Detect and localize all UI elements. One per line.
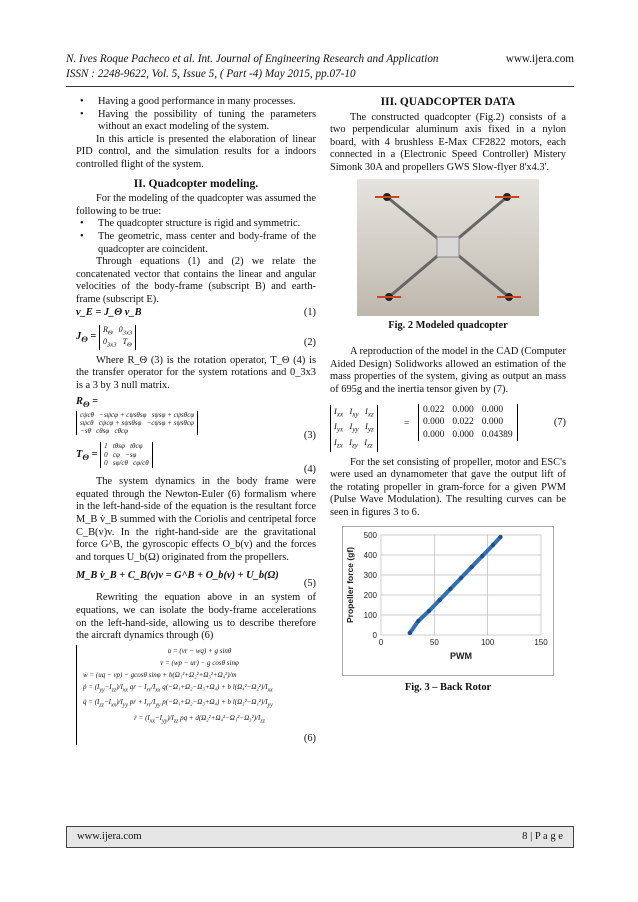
matrix-row bbox=[419, 404, 518, 417]
bullet-item: • The geometric, mass center and body-frame of the quadcopter are coincident. bbox=[76, 231, 316, 256]
matrix-cell: 0.000 bbox=[423, 429, 445, 440]
series-line bbox=[410, 537, 501, 633]
equation-5 bbox=[76, 570, 316, 588]
inertia-symbol-matrix: $I_{xx}$ $I_{xy}$ $I_{xz}$ $I_{yx}$ $I_{yy}$ $I_{yz}$ $I_{zx}$ $I_{zy}$ $I_{zz}$ bbox=[330, 405, 378, 452]
equation-number: (5) bbox=[303, 578, 316, 590]
equation-number: (7) bbox=[553, 416, 566, 428]
data-point bbox=[491, 542, 495, 546]
footer-url[interactable]: www.ijera.com bbox=[77, 831, 142, 842]
section-heading: II. Quadcopter modeling. bbox=[133, 177, 259, 190]
page-header bbox=[66, 52, 574, 82]
quadcopter-photo bbox=[357, 179, 539, 316]
header-url[interactable]: www.ijera.com bbox=[505, 53, 574, 65]
equation-4: $T_\Theta = 1$ tθsφ tθcφ 0 cφ −sφ 0 sφ/cθ cφ/cθ (4) bbox=[76, 442, 316, 476]
y-axis-label: Propeller force (gf) bbox=[345, 546, 355, 623]
matrix-cell: 0.04389 bbox=[481, 429, 513, 440]
left-column bbox=[76, 96, 316, 745]
section-heading: III. QUADCOPTER DATA bbox=[380, 96, 516, 108]
x-tick-label: 0 bbox=[378, 637, 384, 647]
right-column bbox=[330, 96, 566, 694]
data-point bbox=[408, 630, 412, 634]
figure-2-caption: Fig. 2 Modeled quadcopter bbox=[388, 319, 508, 331]
equation-number: (4) bbox=[303, 464, 316, 476]
x-tick-label: 100 bbox=[480, 637, 495, 647]
header-citation: N. Ives Roque Pacheco et al. Int. Journal of Engineering Research and Application bbox=[66, 53, 439, 65]
equation-7: $I_{xx}$ $I_{xy}$ $I_{xz}$ $I_{yx}$ $I_{yy}$ $I_{yz}$ $I_{zx}$ $I_{zy}$ $I_{zz}$ = 0.022 0.000 0.000 0.000 0.022 0.000 0.000 0.000 0.04389 (7) bbox=[330, 401, 566, 449]
equation-1 bbox=[76, 307, 316, 325]
x-tick-label: 50 bbox=[429, 637, 439, 647]
equation-number: (6) bbox=[303, 732, 316, 744]
y-tick-label: 0 bbox=[372, 630, 377, 640]
equation-3: $R_\Theta$ = cψcθ −sψcφ + cψsθsφ sψsφ + cψsθcφ sψcθ cψcφ + sψsθsφ −cψsφ + sψsθcφ −sθ cθsφ cθcφ (3) bbox=[76, 396, 316, 442]
paragraph: The system dynamics in the body frame were equated through the Newton-Euler (6) formalism where in the left-hand-side of the equation is the resultant force M_B v̇_B summed with the Coriolis and centripetal force C_B(v)v. In the right-hand-side are the gravitational force G^B, the gyroscopic effects O_b(v) and the forces and torques U_b(Ω) originated from the propellers. bbox=[76, 476, 316, 563]
matrix-cell: 0.022 bbox=[452, 417, 474, 428]
matrix-cell: 0.000 bbox=[481, 417, 504, 428]
data-point bbox=[480, 553, 484, 557]
paragraph: In this article is presented the elaboration of linear PID control, and the simulation results for a indoors controlled flight of the system. bbox=[76, 133, 316, 170]
header-issn: ISSN : 2248-9622, Vol. 5, Issue 5, ( Part -4) May 2015, pp.07-10 bbox=[66, 68, 356, 80]
paragraph: Where R_Θ (3) is the rotation operator, T_Θ (4) is the transfer operator for the system rotations and 0_3x3 is a 3 by 3 null matrix. bbox=[76, 354, 316, 391]
equation-text: v_E = J_Θ v_B bbox=[76, 306, 142, 318]
x-tick-label: 150 bbox=[534, 637, 548, 647]
bullet-item: • The quadcopter structure is rigid and symmetric. bbox=[76, 218, 316, 231]
paragraph: The constructed quadcopter (Fig.2) consists of a two perpendicular aluminum axis fixed in a nylon board, with 4 brushless E-Max CF2822 motors, each connected in a (Electronic Speed Controller) Mistery Simonk 30A and propellers GWS Slow-flyer 8'x4.3'. bbox=[330, 111, 566, 173]
equation-number: (1) bbox=[303, 306, 316, 318]
data-point bbox=[437, 597, 441, 601]
matrix-row bbox=[419, 429, 518, 442]
matrix-cell: 0.000 bbox=[423, 417, 445, 428]
matrix-row bbox=[419, 416, 518, 429]
y-tick-label: 100 bbox=[363, 610, 377, 620]
y-tick-label: 400 bbox=[363, 550, 377, 560]
equation-2: $J_\Theta = R_\Theta$ $0_{3x3}$ $0_{3x3}$ $T_\Theta$ (2) bbox=[76, 324, 316, 349]
equation-number: (2) bbox=[303, 336, 316, 348]
paragraph: Through equations (1) and (2) we relate the concatenated vector that contains the linear and angular velocities of the body-frame (subscript B) and earth-frame (subscript E). bbox=[76, 256, 316, 305]
data-point bbox=[469, 564, 473, 568]
figure-3-caption: Fig. 3 – Back Rotor bbox=[404, 681, 492, 693]
matrix-cell: 0.000 bbox=[481, 404, 504, 415]
data-point bbox=[459, 575, 463, 579]
y-tick-label: 500 bbox=[363, 530, 377, 540]
paragraph: For the modeling of the quadcopter was assumed the following to be true: bbox=[76, 193, 316, 217]
y-tick-label: 200 bbox=[363, 590, 377, 600]
equation-number: (3) bbox=[303, 430, 316, 442]
data-point bbox=[427, 608, 431, 612]
equation-text: M_B v̇_B + C_B(v)v = G^B + O_b(v) + U_b(Ω) bbox=[76, 570, 279, 582]
matrix: 1 tθsφ tθcφ 0 cφ −sφ 0 sφ/cθ cφ/cθ bbox=[100, 442, 153, 468]
matrix-cell: 0.000 bbox=[452, 404, 474, 415]
data-point bbox=[498, 534, 502, 538]
data-point bbox=[448, 586, 452, 590]
chart-svg bbox=[343, 527, 553, 675]
x-axis-label: PWM bbox=[450, 650, 472, 661]
matrix-cell: 0.022 bbox=[423, 404, 445, 415]
equation-6-system: u̇ = (vr − wq) + g sinθ v̇ = (wp − ur) − g cosθ sinφ ẇ = (uq − vp) − gcosθ sinφ + b(Ω₁²+Ω₂²+Ω₃²+Ω₄²)/m ṗ = $(I_{yy}-I_{zz})/I_{xx}$ qr − $I_{rr}/I_{xx}$ q(−Ω₁+Ω₂−Ω₃+Ω₄) + b $l(\Omega_4^2-\Omega_2^2)/I_{xx}$ q̇ = $(I_{zz}-I_{xx})/I_{yy}$ pr + $I_{rr}/I_{yy}$ p(−Ω₁+Ω₂−Ω₃+Ω₄) + b $l(\Omega_3^2-\Omega_1^2)/I_{yy}$ ṙ = $(I_{xx}-I_{yy})/I_{zz}$ pq + $d(\Omega_2^2+\Omega_4^2-\Omega_1^2-\Omega_3^2)/I_{zz}$ (6) bbox=[76, 645, 316, 745]
paragraph: A reproduction of the model in the CAD (Computer Aided Design) Solidworks allowed an estimation of the mass properties of the system, giving as output an mass of 695g and the inertia tensor given by (7). bbox=[330, 346, 566, 395]
paragraph: For the set consisting of propeller, motor and ESC's were used an dynamometer that gave the output lift of the rotating propeller in gram-force for a given PWM (Pulse Wave Modulation). The resulting curves can be seen in figures 3 to 6. bbox=[330, 456, 566, 518]
bullet-item: • Having a good performance in many processes. bbox=[76, 96, 316, 109]
matrix: cψcθ −sψcφ + cψsθsφ sψsφ + cψsθcφ sψcθ cψcφ + sψsθsφ −cψsφ + sψsθcφ −sθ cθsφ cθcφ bbox=[76, 411, 198, 435]
paragraph: Rewriting the equation above in an system of equations, we can isolate the body-frame accelerations on the left-hand-side, allowing us to describe therefore the aircraft dynamics through (6) bbox=[76, 592, 316, 642]
matrix-cell: 0.000 bbox=[452, 429, 474, 440]
chart-back-rotor bbox=[342, 526, 554, 676]
data-point bbox=[416, 618, 420, 622]
quadcopter-illustration bbox=[357, 179, 539, 316]
header-rule bbox=[66, 86, 574, 87]
page-number: 8 | P a g e bbox=[522, 831, 563, 842]
inertia-value-matrix bbox=[418, 404, 518, 442]
bullet-item: • Having the possibility of tuning the parameters without an exact modeling of the system. bbox=[76, 109, 316, 134]
page-footer bbox=[66, 826, 574, 848]
matrix: $R_\Theta$ $0_{3x3}$ $0_{3x3}$ $T_\Theta$ bbox=[99, 325, 136, 350]
y-tick-label: 300 bbox=[363, 570, 377, 580]
